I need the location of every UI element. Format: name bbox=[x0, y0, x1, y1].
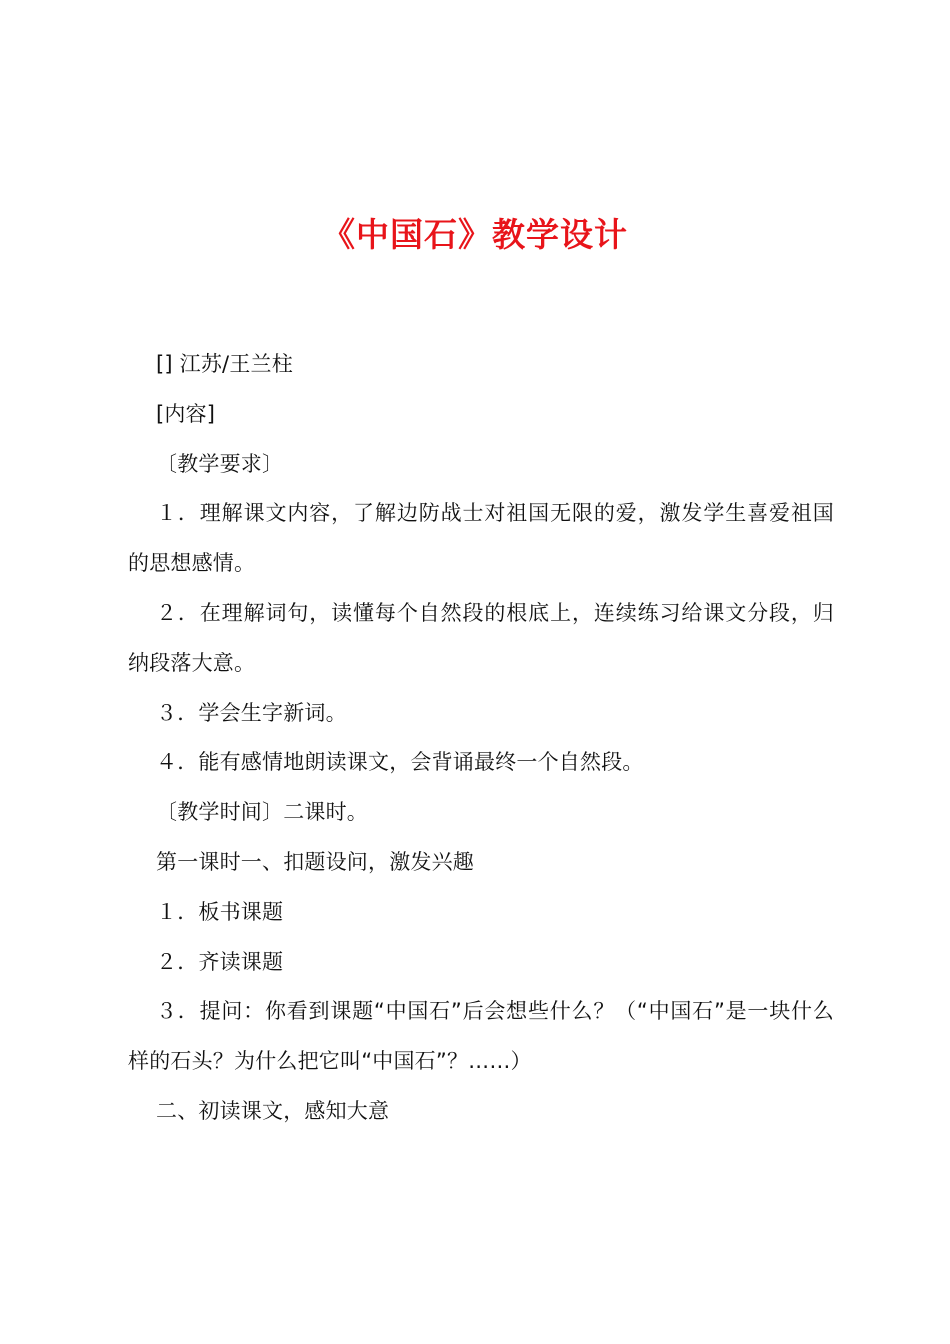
lesson-step-3: ３．提问：你看到课题“中国石”后会想些什么？（“中国石”是一块什么样的石头？为什么把它叫“中国石”？……） bbox=[128, 999, 834, 1074]
requirement-item-1: １．理解课文内容，了解边防战士对祖国无限的爱，激发学生喜爱祖国的思想感情。 bbox=[128, 501, 834, 576]
lesson-one-heading: 第一课时一、扣题设问，激发兴趣 bbox=[156, 849, 474, 874]
lesson-step-1: １．板书课题 bbox=[156, 899, 284, 924]
requirement-item-2: ２．在理解词句，读懂每个自然段的根底上，连续练习给课文分段，归纳段落大意。 bbox=[128, 600, 834, 675]
section-heading-content: [内容] bbox=[156, 401, 216, 426]
requirement-item-4: ４．能有感情地朗读课文，会背诵最终一个自然段。 bbox=[156, 750, 644, 775]
document-title: 《中国石》教学设计 bbox=[322, 215, 628, 254]
section-heading-requirements: 〔教学要求〕 bbox=[156, 451, 284, 476]
lesson-step-2: ２．齐读课题 bbox=[156, 949, 284, 974]
author-line: [] 江苏/王兰柱 bbox=[156, 352, 293, 376]
document-body bbox=[128, 340, 834, 1137]
requirement-item-3: ３．学会生字新词。 bbox=[156, 700, 347, 725]
section-two-heading: 二、初读课文，感知大意 bbox=[156, 1098, 390, 1123]
teaching-time: 〔教学时间〕二课时。 bbox=[156, 800, 368, 825]
